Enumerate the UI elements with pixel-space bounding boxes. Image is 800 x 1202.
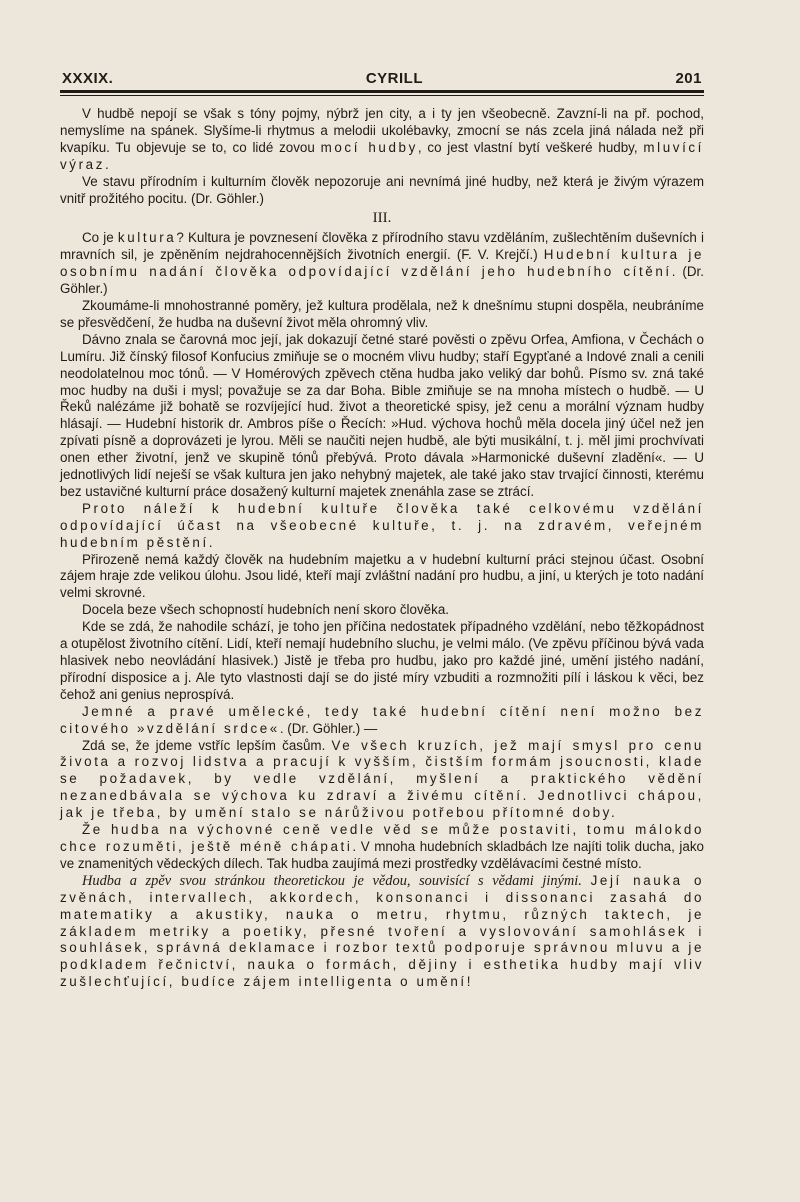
paragraph: Jemné a pravé umělecké, tedy také hudební cítění není možno bez citového »vzdělání srdce«. (Dr. Göhler.) — — [60, 703, 704, 736]
paragraph: Že hudba na výchovné ceně vedle věd se může postaviti, tomu málokdo chce rozuměti, ještě méně chápati. V mnoha hudebních skladbách lze najíti tolik ducha, jako ve znamenitých vědeckých dílech. Tak hudba zaujímá mezi prostředky vzdělávacími čestné místo. — [60, 822, 704, 871]
spaced-emphasis: Že hudba na výchovné ceně vedle věd se může postaviti, tomu málokdo chce rozuměti, ještě méně chápati — [60, 822, 704, 854]
italic-emphasis: Hudba a zpěv svou stránkou theoretickou je vědou, souvisící s vědami jinými. — [82, 872, 582, 889]
paragraph: Docela beze všech schopností hudebních není skoro člověka. — [82, 602, 449, 618]
spaced-emphasis: mluvící výraz — [60, 139, 704, 172]
page-number: 201 — [675, 70, 702, 87]
paragraph: Přirozeně nemá každý člověk na hudebním majetku a v hudební kulturní práci stejnou účast. Osobní zájem hraje zde velikou úlohu. Jsou lidé, kteří mají zvláštní nadání pro hudbu, a jiní, u kterých je toto nadání velmi skrovné. — [60, 551, 704, 601]
volume-number: XXXIX. — [62, 70, 114, 87]
spaced-emphasis: kultura — [117, 230, 177, 246]
spaced-emphasis: Ve všech kruzích, jež mají smysl pro cenu života a rozvoj lidstva a pracují k vyšším, čistším formám jsoucnosti, klade se požadavek, by vedle vzdělání, myšlení a praktického vědění nezanedbávala se výchova ku zdraví a živému cítění. Jednotlivci chápou, jak je třeba, by umění stalo se nárůživou potřebou přítomné doby. — [60, 737, 704, 821]
spaced-emphasis: mocí hudby — [320, 139, 418, 155]
spaced-emphasis: Jemné a pravé umělecké, tedy také hudební cítění není možno bez citového »vzdělání srdce« — [60, 703, 704, 736]
section-heading: III. — [372, 210, 392, 227]
article-body — [60, 106, 704, 991]
spaced-emphasis: Hudební kultura je osobnímu nadání člověka odpovídající vzdělání jeho hudebního cítění — [60, 247, 704, 280]
header-rule — [60, 90, 704, 93]
journal-title: CYRILL — [365, 70, 423, 87]
header-rule-thin — [60, 95, 704, 96]
spaced-emphasis: Její nauka o zvěnách, intervallech, akkordech, konsonanci i dissonanci zasahá do matematiky a akustiky, nauka o metru, rhytmu, různých taktech, je základem metriky a poetiky, přesné tvoření a vyslovování samohlásek i souhlásek, správná deklamace i rozbor textů podporuje správnou mluvu a je podkladem řečnictví, nauka o formách, dějiny i esthetika hudby mají vliv zušlechťující, budíce zájem intelligenta o umění! — [60, 872, 705, 990]
paragraph: Ve stavu přírodním i kulturním člověk nepozoruje ani nevnímá jiné hudby, než která je živým výrazem vnitř prožitého pocitu. (Dr. Göhler.) — [60, 173, 704, 206]
paragraph — [60, 501, 704, 552]
paragraph — [60, 873, 704, 991]
paragraph: Zdá se, že jdeme vstříc lepším časům. Ve všech kruzích, jež mají smysl pro cenu života a rozvoj lidstva a pracují k vyšším, čistším formám jsoucnosti, klade se požadavek, by vedle vzdělání, myšlení a praktického vědění nezanedbávala se výchova ku zdraví a živému cítění. Jednotlivci chápou, jak je třeba, by umění stalo se nárůživou potřebou přítomné doby. — [60, 737, 704, 821]
running-header — [60, 70, 704, 90]
paragraph: V hudbě nepojí se však s tóny pojmy, nýbrž jen city, a i ty jen všeobecně. Zavzní-li na př. pochod, nemyslíme na spánek. Slyšíme-li rhytmus a melodii ukolébavky, zmocní se nás zcela jiná nálada než při kvapíku. Tu objevuje se to, co lidé zovou mocí hudby, co jest vlastní bytí veškeré hudby, mluvící výraz. — [60, 106, 704, 172]
paragraph: Zkoumáme-li mnohostranné poměry, jež kultura prodělala, než k dnešnímu stupni dospěla, neubráníme se přesvědčení, že hudba na duševní život měla ohromný vliv. — [60, 297, 704, 330]
paragraph: Dávno znala se čarovná moc její, jak dokazují četné staré pověsti o zpěvu Orfea, Amfiona, v Čechách o Lumíru. Již čínský filosof Konfucius zmiňuje se o mocném vlivu hudby; staří Egypťané a Indové znali a cenili neodolatelnou moc tónů. — V Homérových zpěvech ctěna hudba jako veliký dar bohů. Písmo sv. zná také moc hudby na duši i mysl; považuje se za dar Boha. Bible zmiňuje se na mnoha místech o hudbě. — U Řeků nalézáme již bohatě se rozvíjející hud. život a theoretické spisy, jež cenu a morální význam hudby hlásají. — Hudební historik dr. Ambros píše o Řecích: »Hud. výchova hochů měla docela jiný účel než jen zpívati písně a doprovázeti je lyrou. Měli se naučiti nejen hudbě, ale býti musikální, t. j. měl jimi prochvívati onen ether životní, jenž ve skupině tónů přebývá. Proto dávala »Harmonické duševní zladění«. — U jednotlivých lidí neješí se však kultura jen jako nehybný majetek, ale také jako stav trvající činnosti, kterému bez ustavičné kulturní práce dosažený kulturní majetek znenáhla zase se ztrácí. — [60, 331, 704, 499]
paragraph: Kde se zdá, že nahodile schází, je toho jen příčina nedostatek případného vzdělání, nebo těžkopádnost a otupělost životního cítění. Lidí, kteří nemají hudebního sluchu, je velmi málo. (Ve zpěvu příčinou bývá vada hlasivek nebo neovládání hlasivek.) Jistě je třeba pro hudbu, jako pro každé jiné, umění jistého nadání, přírodní disposice a j. Ale tyto vlastnosti dají se do jisté míry vzbuditi a rozmnožiti pílí i láskou k věci, bez čehož ani genius neprospívá. — [60, 619, 704, 702]
paragraph: Co je kultura? Kultura je povznesení člověka z přírodního stavu vzděláním, zušlechtěním duševních i mravních sil, je zpěněním nejdrahocennějších životních energií. (F. V. Krejčí.) Hudební kultura je osobnímu nadání člověka odpovídající vzdělání jeho hudebního cítění. (Dr. Göhler.) — [60, 230, 704, 297]
spaced-emphasis: Proto náleží k hudební kultuře člověka také celkovému vzdělání odpovídající účast na všeobecné kultuře, t. j. na zdravém, veřejném hudebním pěstění. — [60, 500, 704, 550]
